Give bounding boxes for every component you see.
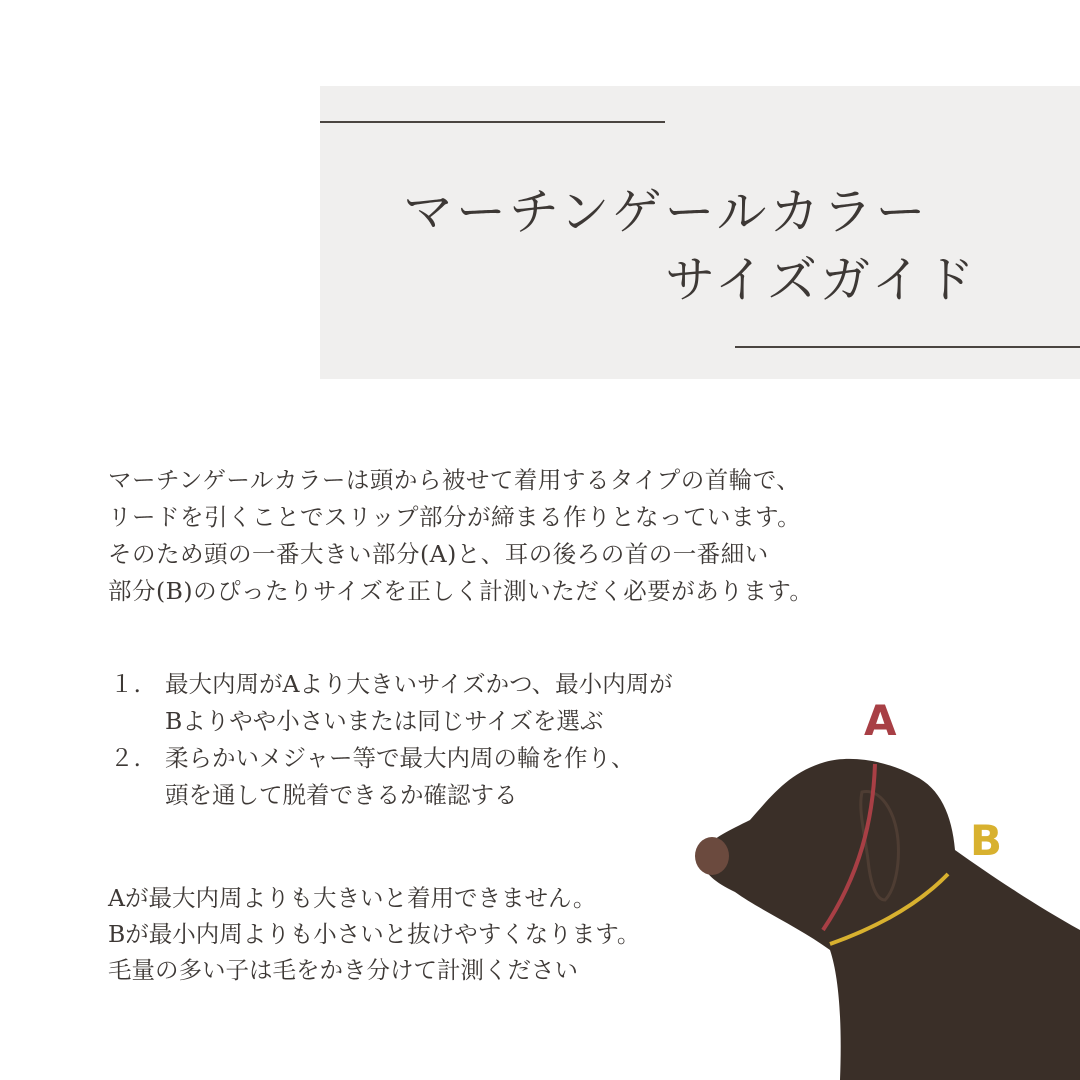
intro-line: そのため頭の一番大きい部分(A)と、耳の後ろの首の一番細い [108,540,769,568]
title-rule-top [320,121,665,123]
dog-nose [695,837,729,875]
note-line: Bが最小内周よりも小さいと抜けやすくなります。 [108,920,641,948]
label-b: B [970,816,1003,865]
step-item-cont [110,777,673,814]
label-a: A [864,696,897,745]
note-line: Aが最大内周よりも大きいと着用できません。 [108,884,597,912]
intro-line: 部分(B)のぴったりサイズを正しく計測いただく必要があります。 [108,577,814,605]
dog-silhouette [702,759,1080,1080]
step-number: １. [110,670,141,698]
page-title: マーチンゲールカラー [403,183,929,241]
step-text: 頭を通して脱着できるか確認する [165,781,518,809]
step-item-cont [110,703,673,740]
page-subtitle: サイズガイド [665,251,978,309]
intro-line: マーチンゲールカラーは頭から被せて着用するタイプの首輪で、 [108,466,801,494]
intro-line: リードを引くことでスリップ部分が締まる作りとなっています。 [108,503,802,531]
step-text: 柔らかいメジャー等で最大内周の輪を作り、 [165,744,635,772]
step-item [110,666,673,703]
step-number: ２. [110,744,141,772]
title-rule-bottom [735,346,1080,348]
step-item [110,740,673,777]
notes-text [108,880,640,988]
step-text: Bよりやや小さいまたは同じサイズを選ぶ [165,707,604,735]
dog-head-icon [690,700,1080,1080]
intro-text [108,462,813,610]
steps-list [110,666,673,814]
step-text: 最大内周がAより大きいサイズかつ、最小内周が [165,670,673,698]
note-line: 毛量の多い子は毛をかき分けて計測ください [108,956,578,984]
